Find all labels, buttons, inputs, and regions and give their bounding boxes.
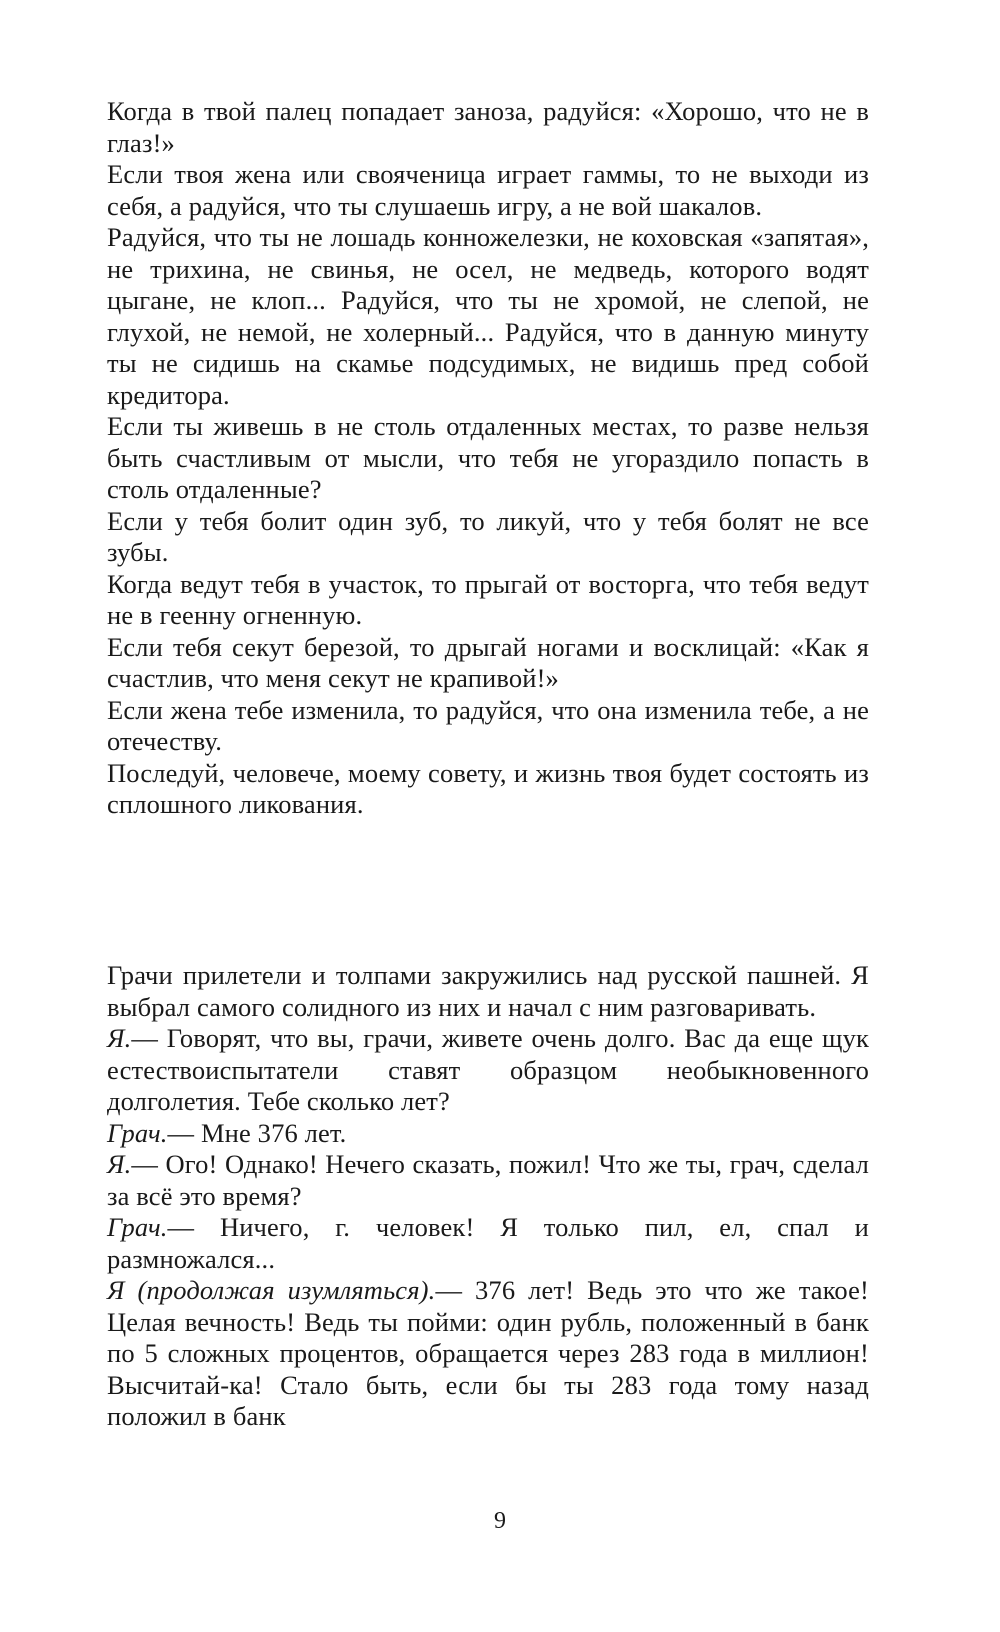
dialogue-line bbox=[107, 1118, 869, 1150]
paragraph: Когда ведут тебя в участок, то прыгай от восторга, что тебя ведут не в геенну огненную. bbox=[107, 568, 869, 630]
speaker-label: Я. bbox=[107, 1149, 132, 1179]
advice-section bbox=[107, 96, 869, 821]
page-number: 9 bbox=[494, 1508, 506, 1534]
dialogue-line bbox=[107, 1023, 869, 1118]
dialogue-line bbox=[107, 1149, 869, 1212]
dialogue-line bbox=[107, 1275, 869, 1433]
speaker-label: Грач. bbox=[107, 1117, 168, 1148]
paragraph: Если твоя жена или свояченица играет гаммы, то не выходи из себя, а радуйся, что ты слушаешь игру, а не вой шакалов. bbox=[107, 159, 869, 221]
rooks-section bbox=[107, 960, 869, 1433]
dialogue-text: — Ого! Однако! Нечего сказать, пожил! Что же ты, грач, сделал за всё это время? bbox=[107, 1149, 869, 1211]
dialogue-text: — Мне 376 лет. bbox=[167, 1117, 347, 1148]
paragraph: Если жена тебе изменила, то радуйся, что она изменила тебе, а не отечеству. bbox=[107, 694, 869, 756]
speaker-label: Я. bbox=[107, 1023, 132, 1053]
dialogue-text: — Говорят, что вы, грачи, живете очень долго. Вас да еще щук естествоиспытатели ставят образцом необыкновенного долголетия. Тебе сколько лет? bbox=[107, 1023, 869, 1116]
dialogue-line bbox=[107, 1212, 869, 1275]
paragraph: Если ты живешь в не столь отдаленных местах, то разве нельзя быть счастливым от мысли, что тебя не угораздило попасть в столь отдаленные? bbox=[107, 411, 869, 504]
paragraph: Если у тебя болит один зуб, то ликуй, что у тебя болят не все зубы. bbox=[107, 505, 869, 567]
paragraph: Если тебя секут березой, то дрыгай ногами и восклицай: «Как я счастлив, что меня секут не крапивой!» bbox=[107, 631, 869, 693]
dialogue-text: — Ничего, г. человек! Я только пил, ел, спал и размножался... bbox=[107, 1212, 869, 1274]
dialogue-text: — 376 лет! Ведь это что же такое! Целая вечность! Ведь ты пойми: один рубль, положенный в банк по 5 сложных процентов, обращается через 283 года в миллион! Высчитай-ка! Стало быть, если бы ты 283 года тому назад положил в банк bbox=[107, 1275, 869, 1431]
stage-direction: (продолжая изумляться). bbox=[124, 1275, 436, 1305]
paragraph: Последуй, человече, моему совету, и жизнь твоя будет состоять из сплошного ликования. bbox=[107, 757, 869, 819]
speaker-label: Грач. bbox=[107, 1212, 168, 1242]
speaker-label: Я bbox=[107, 1275, 125, 1305]
paragraph: Когда в твой палец попадает заноза, радуйся: «Хорошо, что не в глаз!» bbox=[107, 96, 869, 158]
intro-paragraph: Грачи прилетели и толпами закружились над русской пашней. Я выбрал самого солидного из них и начал с ним разговаривать. bbox=[107, 960, 869, 1022]
paragraph: Радуйся, что ты не лошадь конножелезки, не коховская «запятая», не трихина, не свинья, не осел, не медведь, которого водят цыгане, не клоп... Радуйся, что ты не хромой, не слепой, не глухой, не немой, не холерный... Радуйся, что в данную минуту ты не сидишь на скамье подсудимых, не видишь пред собой кредитора. bbox=[107, 222, 869, 410]
